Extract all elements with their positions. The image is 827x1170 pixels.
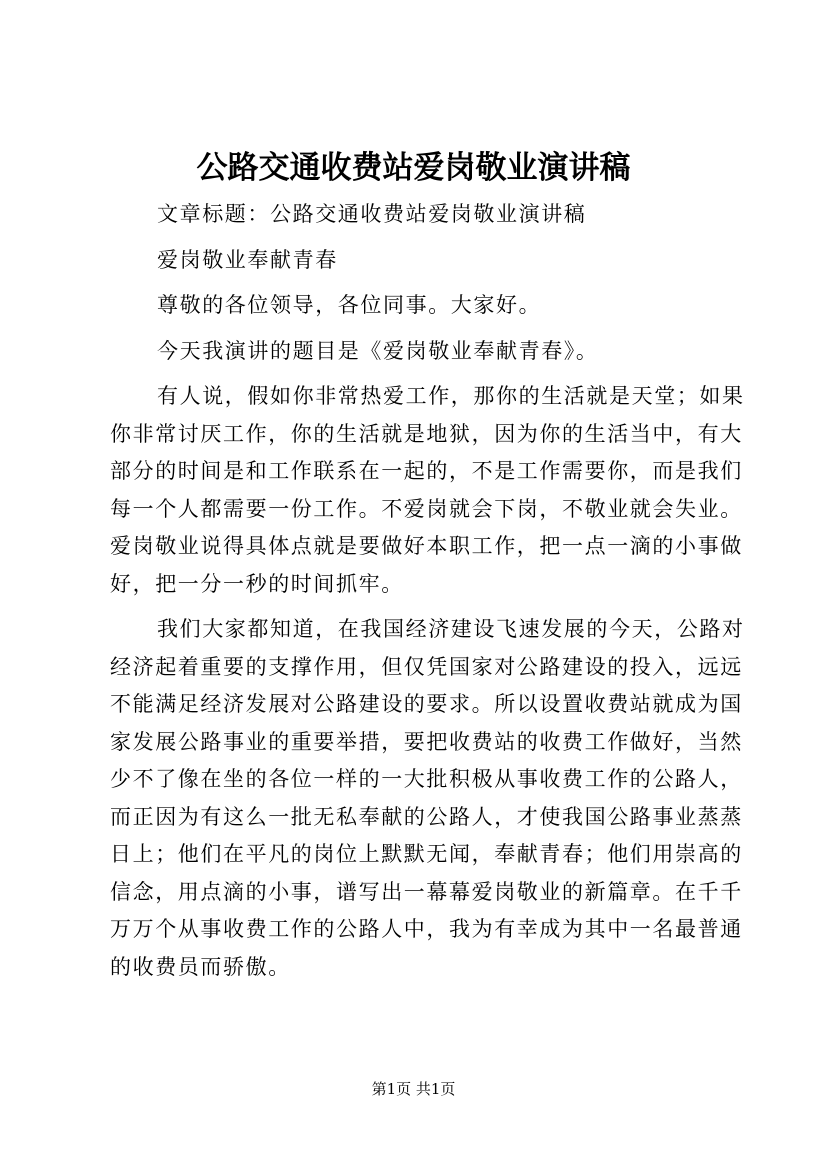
text-line: 好，把一分一秒的时间抓牢。 — [110, 571, 404, 596]
document-body — [110, 196, 745, 986]
text-line: 你非常讨厌工作，你的生活就是地狱，因为你的生活当中，有大 — [110, 421, 743, 446]
text-line: 有人说，假如你非常热爱工作，那你的生活就是天堂；如果 — [157, 384, 745, 408]
paragraph-greeting — [110, 287, 732, 325]
paragraph-subtitle — [110, 242, 732, 280]
text-line: 不能满足经济发展对公路建设的要求。所以设置收费站就成为国 — [110, 692, 743, 716]
text-line: 少不了像在坐的各位一样的一大批积极从事收费工作的公路人， — [110, 767, 743, 791]
text-line: 而正因为有这么一批无私奉献的公路人，才使我国公路事业蒸蒸 — [110, 804, 743, 829]
text-line: 爱岗敬业说得具体点就是要做好本职工作，把一点一滴的小事做 — [110, 534, 743, 558]
paragraph-topic — [110, 333, 732, 371]
paragraph-body-2 — [110, 611, 745, 986]
text-line: 尊敬的各位领导，各位同事。大家好。 — [157, 293, 542, 317]
text-line: 爱岗敬业奉献青春 — [157, 247, 338, 272]
paragraph-article-title — [110, 196, 732, 234]
text-line: 家发展公路事业的重要举措，要把收费站的收费工作做好，当然 — [110, 729, 743, 754]
text-line: 经济起着重要的支撑作用，但仅凭国家对公路建设的投入，远远 — [110, 654, 743, 679]
text-line: 我们大家都知道，在我国经济建设飞速发展的今天，公路对 — [157, 617, 745, 641]
text-line: 的收费员而骄傲。 — [110, 954, 291, 979]
text-line: 文章标题：公路交通收费站爱岗敬业演讲稿 — [157, 202, 587, 226]
text-line: 日上；他们在平凡的岗位上默默无闻，奉献青春；他们用崇高的 — [110, 842, 743, 866]
text-line: 部分的时间是和工作联系在一起的，不是工作需要你，而是我们 — [110, 459, 743, 483]
text-line: 今天我演讲的题目是《爱岗敬业奉献青春》。 — [157, 338, 599, 363]
text-line: 万万个从事收费工作的公路人中，我为有幸成为其中一名最普通 — [110, 917, 743, 941]
text-line: 信念，用点滴的小事，谱写出一幕幕爱岗敬业的新篇章。在千千 — [110, 879, 743, 904]
paragraph-body-1 — [110, 378, 745, 603]
text-line: 每一个人都需要一份工作。不爱岗就会下岗，不敬业就会失业。 — [110, 496, 743, 521]
document-title: 公路交通收费站爱岗敬业演讲稿 — [196, 150, 631, 186]
page-footer: 第1页 共1页 — [371, 1080, 456, 1098]
